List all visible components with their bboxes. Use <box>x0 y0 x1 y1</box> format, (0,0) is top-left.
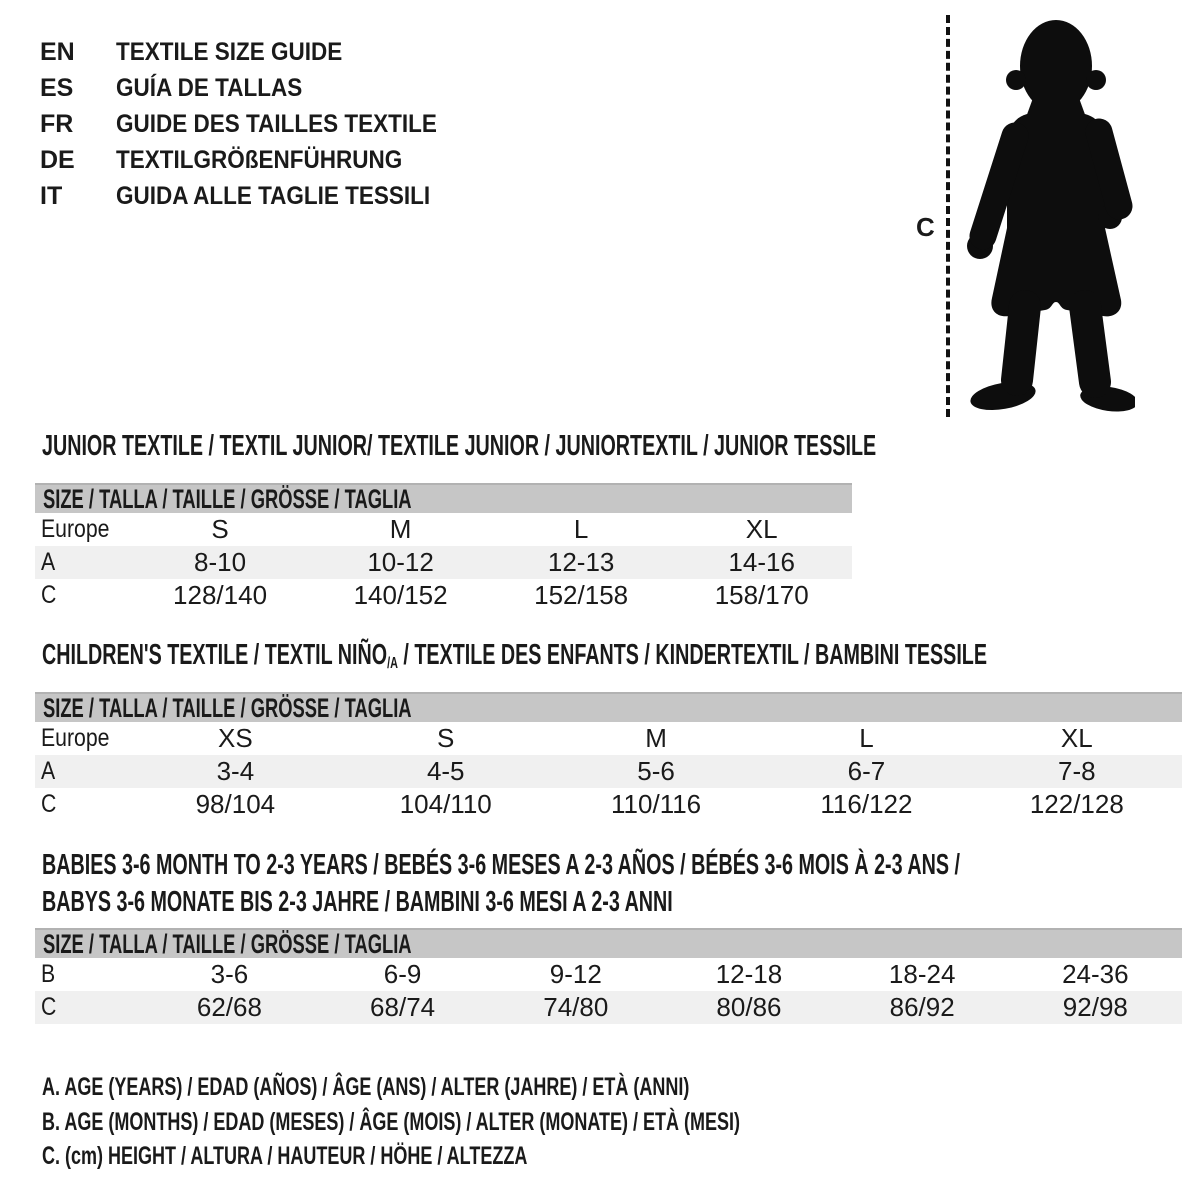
row-label: C <box>40 581 57 609</box>
size-cell: 12-18 <box>715 959 783 989</box>
size-header-label: SIZE / TALLA / TAILLE / GRÖSSE / TAGLIA <box>43 928 412 959</box>
size-cell: 122/128 <box>1029 789 1124 819</box>
language-row <box>40 70 473 106</box>
table-row <box>35 788 1182 821</box>
size-cell: 5-6 <box>637 756 675 786</box>
row-label: Europe <box>40 724 110 752</box>
size-cell: 6-9 <box>383 959 422 989</box>
size-cell: XL <box>1060 723 1093 753</box>
table-row <box>35 755 1182 788</box>
table-row <box>35 958 1182 991</box>
junior-section-title <box>42 428 1200 465</box>
size-cell: 80/86 <box>716 992 782 1022</box>
babies-size-table <box>35 928 1182 1024</box>
row-label: A <box>40 757 56 785</box>
row-label: Europe <box>40 515 110 543</box>
size-cell: 86/92 <box>889 992 955 1022</box>
size-cell: 9-12 <box>549 959 602 989</box>
language-code: DE <box>40 145 75 174</box>
size-header-label: SIZE / TALLA / TAILLE / GRÖSSE / TAGLIA <box>43 692 412 723</box>
language-title: GUÍA DE TALLAS <box>116 73 303 102</box>
size-cell: 92/98 <box>1062 992 1128 1022</box>
children-section-title <box>42 637 1200 682</box>
language-code: IT <box>40 181 63 210</box>
size-cell: 140/152 <box>353 580 448 610</box>
size-cell: XS <box>218 723 253 753</box>
legend-line-age-years <box>42 1074 941 1100</box>
children-title-pre: CHILDREN'S TEXTILE / TEXTIL NIÑO <box>42 639 388 671</box>
language-row <box>40 106 473 142</box>
table-row <box>35 513 852 546</box>
height-measure-label: C <box>916 212 935 242</box>
size-cell: L <box>573 514 589 544</box>
language-row <box>40 178 473 214</box>
table-row <box>35 546 852 579</box>
language-code: ES <box>40 73 74 102</box>
size-cell: 68/74 <box>370 992 436 1022</box>
junior-size-table <box>35 483 852 612</box>
language-row <box>40 34 473 70</box>
toddler-silhouette-icon <box>963 18 1135 416</box>
size-cell: 14-16 <box>728 547 795 577</box>
babies-section-title <box>42 847 1200 921</box>
babies-title-line1: BABIES 3-6 MONTH TO 2-3 YEARS / BEBÉS 3-6 MESES A 2-3 AÑOS / BÉBÉS 3-6 MOIS À 2-3 ANS / <box>42 849 960 881</box>
size-cell: 98/104 <box>195 789 276 819</box>
row-label: C <box>40 993 57 1021</box>
size-cell: 8-10 <box>194 547 247 577</box>
language-code: EN <box>40 37 75 66</box>
size-cell: 116/122 <box>820 789 913 819</box>
size-header-bar <box>35 692 1182 722</box>
size-cell: 24-36 <box>1062 959 1129 989</box>
size-cell: 158/170 <box>714 580 809 610</box>
size-cell: 3-6 <box>210 959 249 989</box>
language-guide-list <box>40 34 473 214</box>
size-cell: 10-12 <box>367 547 434 577</box>
height-measure-dashed-line <box>946 15 950 417</box>
legend-age-years-text: A. AGE (YEARS) / EDAD (AÑOS) / ÂGE (ANS) / ALTER (JAHRE) / ETÀ (ANNI) <box>42 1073 690 1101</box>
size-header-bar <box>35 483 852 513</box>
children-size-table <box>35 692 1182 821</box>
size-cell: 74/80 <box>543 992 609 1022</box>
size-cell: 12-13 <box>547 547 615 577</box>
children-title-text <box>42 637 987 682</box>
size-cell: M <box>645 723 667 753</box>
junior-title-text: JUNIOR TEXTILE / TEXTIL JUNIOR/ TEXTILE JUNIOR / JUNIORTEXTIL / JUNIOR TESSILE <box>42 430 877 462</box>
row-label: B <box>40 960 56 988</box>
size-cell: 110/116 <box>611 789 702 819</box>
size-cell: 3-4 <box>216 756 255 786</box>
size-cell: 104/110 <box>399 789 492 819</box>
table-row <box>35 579 852 612</box>
size-cell: S <box>211 514 229 544</box>
legend-line-age-months <box>42 1109 1011 1135</box>
size-cell: 128/140 <box>173 580 268 610</box>
legend-line-height-cm <box>42 1143 716 1169</box>
size-cell: M <box>389 514 412 544</box>
size-cell: 4-5 <box>426 756 465 786</box>
size-header-bar <box>35 928 1182 958</box>
row-label: A <box>40 548 56 576</box>
children-title-post: / TEXTILE DES ENFANTS / KINDERTEXTIL / BAMBINI TESSILE <box>397 639 988 671</box>
legend-age-months-text: B. AGE (MONTHS) / EDAD (MESES) / ÂGE (MOIS) / ALTER (MONATE) / ETÀ (MESI) <box>42 1108 740 1136</box>
children-title-subscript: /A <box>387 654 398 672</box>
size-cell: 152/158 <box>534 580 629 610</box>
language-title: GUIDE DES TAILLES TEXTILE <box>116 109 437 138</box>
size-cell: XL <box>745 514 778 544</box>
row-label: C <box>40 790 57 818</box>
language-row <box>40 142 473 178</box>
size-cell: 62/68 <box>196 992 262 1022</box>
size-header-label: SIZE / TALLA / TAILLE / GRÖSSE / TAGLIA <box>43 483 412 514</box>
legend-height-cm-text: C. (cm) HEIGHT / ALTURA / HAUTEUR / HÖHE / ALTEZZA <box>42 1142 528 1170</box>
size-cell: 18-24 <box>888 959 956 989</box>
language-title: TEXTILE SIZE GUIDE <box>116 37 343 66</box>
size-cell: S <box>437 723 455 753</box>
language-title: TEXTILGRÖßENFÜHRUNG <box>116 145 403 174</box>
babies-title-line2: BABYS 3-6 MONATE BIS 2-3 JAHRE / BAMBINI 3-6 MESI A 2-3 ANNI <box>42 886 673 918</box>
table-row <box>35 991 1182 1024</box>
size-cell: 7-8 <box>1058 756 1096 786</box>
size-cell: L <box>859 723 874 753</box>
language-title: GUIDA ALLE TAGLIE TESSILI <box>116 181 431 210</box>
size-cell: 6-7 <box>847 756 886 786</box>
language-code: FR <box>40 109 74 138</box>
table-row <box>35 722 1182 755</box>
